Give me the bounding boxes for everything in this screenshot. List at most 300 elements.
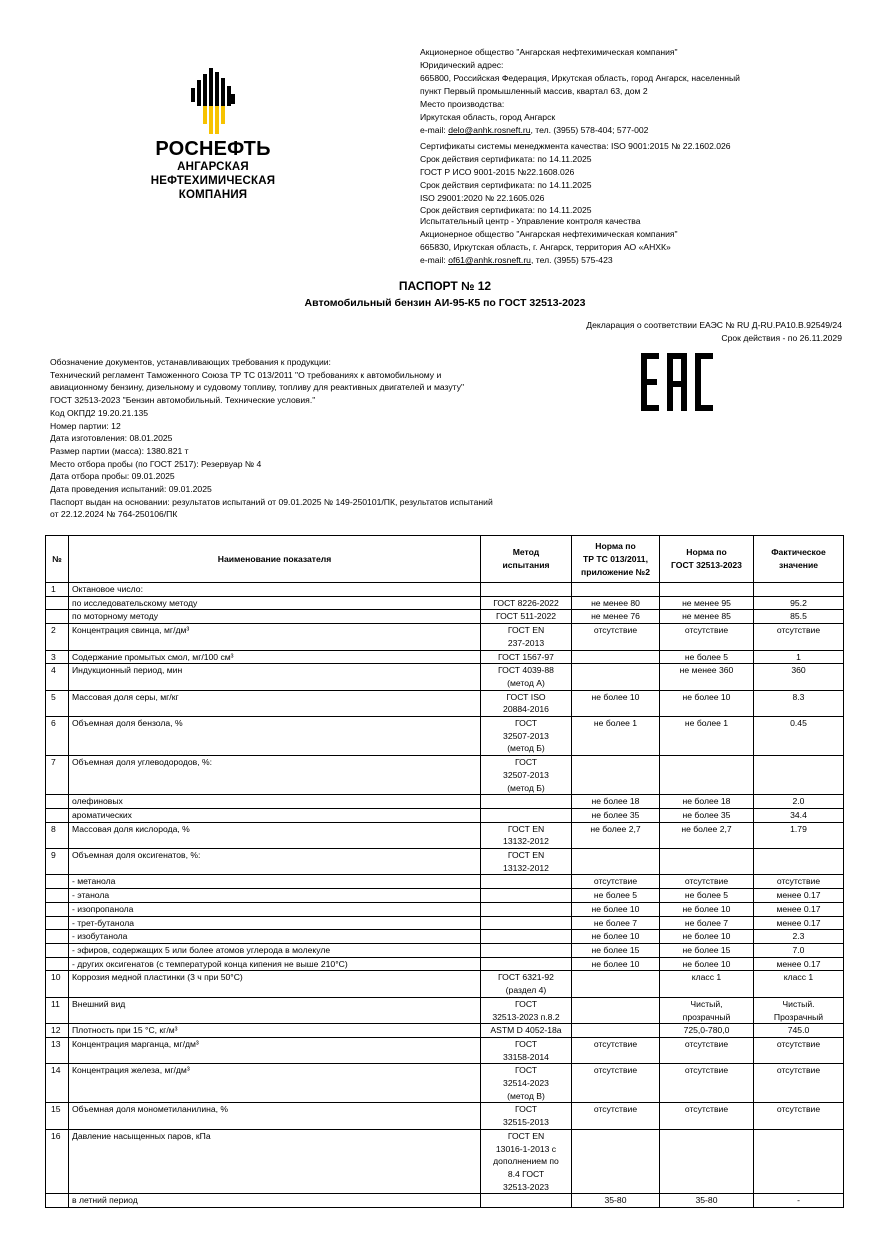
header-name: Наименование показателя bbox=[69, 536, 481, 583]
cell-actual: 95.2 bbox=[754, 596, 844, 610]
table-row bbox=[46, 997, 844, 1023]
certificate: ISO 29001:2020 № 22.1605.026 bbox=[420, 193, 545, 203]
meta-line: Обозначение документов, устанавливающих требования к продукции: bbox=[50, 357, 331, 367]
cell-method bbox=[481, 650, 572, 664]
cell-name: Объемная доля оксигенатов, %: bbox=[69, 849, 481, 875]
cell-method bbox=[481, 849, 572, 875]
cell-method-line: 13132-2012 bbox=[503, 836, 549, 847]
header-line: приложение №2 bbox=[581, 566, 650, 577]
cell-actual bbox=[754, 1129, 844, 1194]
company-info bbox=[420, 46, 860, 267]
declaration bbox=[586, 319, 842, 345]
cell-norm-tr: не более 10 bbox=[572, 902, 660, 916]
cell-norm-gost bbox=[660, 756, 754, 795]
table-row bbox=[46, 596, 844, 610]
cell-method-line: 32513-2023 п.8.2 bbox=[492, 1011, 560, 1022]
cell-name: Содержание промытых смол, мг/100 см³ bbox=[69, 650, 481, 664]
table-row bbox=[46, 943, 844, 957]
cell-actual: отсутствие bbox=[754, 1064, 844, 1103]
cell-actual: отсутствие bbox=[754, 624, 844, 650]
cell-norm-tr bbox=[572, 650, 660, 664]
cell-method bbox=[481, 930, 572, 944]
declaration-number: Декларация о соответствии ЕАЭС № RU Д-RU.PA10.B.92549/24 bbox=[586, 320, 842, 330]
lab-address: 665830, Иркутская область, г. Ангарск, территория АО «АНХК» bbox=[420, 242, 671, 252]
cell-method bbox=[481, 916, 572, 930]
cell-method bbox=[481, 624, 572, 650]
cell-actual: 745.0 bbox=[754, 1024, 844, 1038]
cell-actual: менее 0.17 bbox=[754, 957, 844, 971]
cell-no: 8 bbox=[46, 822, 69, 848]
cell-actual: 2.3 bbox=[754, 930, 844, 944]
production-label: Место производства: bbox=[420, 99, 505, 109]
cell-no bbox=[46, 943, 69, 957]
cell-no bbox=[46, 902, 69, 916]
cell-name: - этанола bbox=[69, 889, 481, 903]
cell-norm-gost: отсутствие bbox=[660, 624, 754, 650]
cell-norm-tr: отсутствие bbox=[572, 624, 660, 650]
cell-norm-tr bbox=[572, 1129, 660, 1194]
cell-no bbox=[46, 889, 69, 903]
table-row bbox=[46, 889, 844, 903]
indicators-table bbox=[45, 535, 844, 1208]
cell-norm-gost: не более 10 bbox=[660, 930, 754, 944]
cell-method bbox=[481, 583, 572, 597]
cell-actual: - bbox=[754, 1194, 844, 1208]
cell-actual bbox=[754, 756, 844, 795]
legal-address: пункт Первый промышленный массив, квартал 63, дом 2 bbox=[420, 86, 648, 96]
lab-company: Акционерное общество "Ангарская нефтехимическая компания" bbox=[420, 229, 678, 239]
cell-name: Внешний вид bbox=[69, 997, 481, 1023]
cell-method bbox=[481, 1194, 572, 1208]
cell-method bbox=[481, 690, 572, 716]
cell-norm-gost-line: Чистый, bbox=[690, 998, 723, 1009]
cell-norm-tr: не более 10 bbox=[572, 957, 660, 971]
table-row bbox=[46, 916, 844, 930]
brand-name: РОСНЕФТЬ bbox=[155, 138, 271, 160]
cell-name: Концентрация железа, мг/дм³ bbox=[69, 1064, 481, 1103]
cell-norm-tr: не более 35 bbox=[572, 808, 660, 822]
table-row bbox=[46, 717, 844, 756]
cell-method bbox=[481, 822, 572, 848]
cell-no: 11 bbox=[46, 997, 69, 1023]
cell-name: - эфиров, содержащих 5 или более атомов углерода в молекуле bbox=[69, 943, 481, 957]
lab-email-link[interactable]: of61@anhk.rosneft.ru bbox=[448, 255, 531, 265]
cell-method bbox=[481, 957, 572, 971]
cell-method-line: 33158-2014 bbox=[503, 1051, 549, 1062]
cell-norm-gost: не более 1 bbox=[660, 717, 754, 756]
cell-norm-tr: не более 7 bbox=[572, 916, 660, 930]
cell-method bbox=[481, 610, 572, 624]
cell-method-line: (метод В) bbox=[507, 1090, 545, 1101]
table-row bbox=[46, 664, 844, 690]
cell-method-line: ГОСТ bbox=[514, 1065, 538, 1076]
meta-line: Дата изготовления: 08.01.2025 bbox=[50, 433, 173, 444]
cell-method-line: 13016-1-2013 с bbox=[495, 1143, 557, 1154]
cell-method-line: (метод Б) bbox=[507, 782, 545, 793]
cell-norm-tr bbox=[572, 1024, 660, 1038]
cell-no bbox=[46, 596, 69, 610]
cell-norm-tr: не более 18 bbox=[572, 795, 660, 809]
cell-norm-tr: отсутствие bbox=[572, 1103, 660, 1129]
meta-line: авиационному бензину, дизельному и судовому топливу, топливу для реактивных двигателей и мазуту" bbox=[50, 382, 465, 393]
cell-method-line: ГОСТ bbox=[514, 1104, 538, 1115]
certificate-validity: Срок действия сертификата: по 14.11.2025 bbox=[420, 180, 592, 190]
meta-line: от 22.12.2024 № 764-250106/ПК bbox=[50, 509, 178, 520]
cell-actual: 8.3 bbox=[754, 690, 844, 716]
table-row bbox=[46, 808, 844, 822]
cell-norm-tr bbox=[572, 583, 660, 597]
cell-method-line: ГОСТ 511-2022 bbox=[495, 611, 557, 622]
cell-method-line: ГОСТ 1567-97 bbox=[498, 651, 554, 662]
cell-name: Массовая доля кислорода, % bbox=[69, 822, 481, 848]
cell-norm-gost: не более 5 bbox=[660, 650, 754, 664]
cell-actual: менее 0.17 bbox=[754, 916, 844, 930]
lab-contact bbox=[420, 254, 860, 267]
cell-name: Октановое число: bbox=[69, 583, 481, 597]
cell-method bbox=[481, 808, 572, 822]
cell-name: Давление насыщенных паров, кПа bbox=[69, 1129, 481, 1194]
cell-actual-line: Чистый. bbox=[782, 998, 815, 1009]
cell-actual: 0.45 bbox=[754, 717, 844, 756]
table-row bbox=[46, 875, 844, 889]
cell-no: 13 bbox=[46, 1037, 69, 1063]
cell-method bbox=[481, 1064, 572, 1103]
cell-actual bbox=[754, 583, 844, 597]
meta-line: Дата проведения испытаний: 09.01.2025 bbox=[50, 484, 212, 495]
table-row bbox=[46, 1064, 844, 1103]
cell-norm-tr: не более 10 bbox=[572, 690, 660, 716]
cell-method-line: ГОСТ 4039-88 bbox=[498, 665, 554, 676]
cell-actual: 360 bbox=[754, 664, 844, 690]
cell-name: Коррозия медной пластинки (3 ч при 50°С) bbox=[69, 971, 481, 997]
cell-norm-tr bbox=[572, 849, 660, 875]
header-method bbox=[481, 536, 572, 583]
cell-method-line: ГОСТ EN bbox=[507, 1130, 545, 1141]
rosneft-emblem-icon bbox=[190, 68, 236, 134]
meta-line: ГОСТ 32513-2023 "Бензин автомобильный. Технические условия." bbox=[50, 395, 316, 406]
cell-norm-gost: отсутствие bbox=[660, 1064, 754, 1103]
meta-line: Дата отбора пробы: 09.01.2025 bbox=[50, 471, 175, 482]
cell-no: 1 bbox=[46, 583, 69, 597]
brand-sub-line: АНГАРСКАЯ bbox=[177, 161, 249, 173]
cell-method-line: 32514-2023 bbox=[503, 1078, 549, 1089]
table-row bbox=[46, 930, 844, 944]
cell-method-line: (метод А) bbox=[507, 677, 545, 688]
email-prefix: e-mail: bbox=[420, 125, 449, 135]
cell-method-line: 20884-2016 bbox=[503, 704, 549, 715]
cell-no bbox=[46, 1194, 69, 1208]
table-row bbox=[46, 650, 844, 664]
cell-method-line: 32513-2023 bbox=[503, 1181, 549, 1192]
cell-name: по моторному методу bbox=[69, 610, 481, 624]
cell-norm-tr bbox=[572, 664, 660, 690]
cell-no bbox=[46, 916, 69, 930]
cell-name: Концентрация марганца, мг/дм³ bbox=[69, 1037, 481, 1063]
cell-norm-tr: не более 2,7 bbox=[572, 822, 660, 848]
table-row bbox=[46, 1103, 844, 1129]
cell-norm-tr: 35-80 bbox=[572, 1194, 660, 1208]
certificate: ГОСТ Р ИСО 9001-2015 №22.1608.026 bbox=[420, 167, 575, 177]
company-logo bbox=[138, 68, 288, 202]
cell-method-line: 237-2013 bbox=[507, 637, 545, 648]
legal-address-label: Юридический адрес: bbox=[420, 60, 504, 70]
eac-mark-icon bbox=[640, 352, 714, 417]
header-line: испытания bbox=[502, 560, 550, 570]
cell-method bbox=[481, 756, 572, 795]
cell-actual: отсутствие bbox=[754, 1037, 844, 1063]
cell-name: - трет-бутанола bbox=[69, 916, 481, 930]
product-meta bbox=[50, 356, 610, 521]
email-prefix: e-mail: bbox=[420, 255, 449, 265]
table-row bbox=[46, 795, 844, 809]
cell-norm-tr: не более 15 bbox=[572, 943, 660, 957]
cell-method bbox=[481, 1037, 572, 1063]
cell-norm-tr: не более 1 bbox=[572, 717, 660, 756]
cell-norm-gost bbox=[660, 849, 754, 875]
header-no: № bbox=[46, 536, 69, 583]
table-body bbox=[46, 583, 844, 1208]
cell-method-line: ГОСТ 8226-2022 bbox=[493, 597, 559, 608]
cell-no: 16 bbox=[46, 1129, 69, 1194]
cell-name: Массовая доля серы, мг/кг bbox=[69, 690, 481, 716]
cell-actual: менее 0.17 bbox=[754, 889, 844, 903]
table-row bbox=[46, 583, 844, 597]
lab-phone: , тел. (3955) 575-423 bbox=[530, 255, 613, 265]
brand-sub-line: КОМПАНИЯ bbox=[178, 189, 248, 201]
table-row bbox=[46, 1037, 844, 1063]
cell-norm-gost: отсутствие bbox=[660, 1103, 754, 1129]
cell-method bbox=[481, 664, 572, 690]
table-row bbox=[46, 1194, 844, 1208]
cell-no: 4 bbox=[46, 664, 69, 690]
header-norm-gost bbox=[660, 536, 754, 583]
cell-name: Индукционный период, мин bbox=[69, 664, 481, 690]
contact-line bbox=[420, 124, 860, 137]
company-name: Акционерное общество "Ангарская нефтехимическая компания" bbox=[420, 47, 678, 57]
table-row bbox=[46, 690, 844, 716]
cell-actual: 7.0 bbox=[754, 943, 844, 957]
cell-method-line: ГОСТ ISO bbox=[506, 691, 546, 702]
cell-norm-gost: 725,0-780,0 bbox=[660, 1024, 754, 1038]
cell-norm-tr: отсутствие bbox=[572, 875, 660, 889]
certificate-validity: Срок действия сертификата: по 14.11.2025 bbox=[420, 154, 592, 164]
cell-name: Плотность при 15 °С, кг/м³ bbox=[69, 1024, 481, 1038]
cell-method-line: ГОСТ bbox=[514, 718, 538, 729]
cell-method-line: ASTM D 4052-18a bbox=[490, 1025, 562, 1036]
cell-no bbox=[46, 930, 69, 944]
cell-name: по исследовательскому методу bbox=[69, 596, 481, 610]
cell-norm-tr: отсутствие bbox=[572, 1064, 660, 1103]
passport-title: ПАСПОРТ № 12 bbox=[398, 279, 492, 293]
table-row bbox=[46, 971, 844, 997]
cell-norm-gost: не более 2,7 bbox=[660, 822, 754, 848]
cell-actual: 34.4 bbox=[754, 808, 844, 822]
cell-no: 6 bbox=[46, 717, 69, 756]
table-row bbox=[46, 624, 844, 650]
cell-actual: 1.79 bbox=[754, 822, 844, 848]
cell-norm-gost: не менее 85 bbox=[660, 610, 754, 624]
cell-method-line: 32507-2013 bbox=[503, 730, 549, 741]
table-header-row bbox=[46, 536, 844, 583]
table-row bbox=[46, 1024, 844, 1038]
cell-norm-gost bbox=[660, 997, 754, 1023]
meta-line: Технический регламент Таможенного Союза ТР ТС 013/2011 "О требованиях к автомобильному и bbox=[50, 369, 442, 380]
phone: , тел. (3955) 578-404; 577-002 bbox=[530, 125, 649, 135]
cell-method bbox=[481, 875, 572, 889]
cell-method bbox=[481, 889, 572, 903]
meta-line: Номер партии: 12 bbox=[50, 420, 121, 431]
cell-method bbox=[481, 717, 572, 756]
meta-line: Место отбора пробы (по ГОСТ 2517): Резервуар № 4 bbox=[50, 458, 262, 469]
cell-norm-gost: не более 10 bbox=[660, 690, 754, 716]
table-row bbox=[46, 1129, 844, 1194]
cell-norm-gost: не менее 95 bbox=[660, 596, 754, 610]
legal-address: 665800, Российская Федерация, Иркутская область, город Ангарск, населенный bbox=[420, 73, 740, 83]
cell-no: 15 bbox=[46, 1103, 69, 1129]
header-line: Норма по bbox=[595, 540, 636, 551]
cell-method-line: 32515-2013 bbox=[503, 1117, 549, 1128]
cell-norm-gost: не более 35 bbox=[660, 808, 754, 822]
cell-no bbox=[46, 875, 69, 889]
meta-line: Код ОКПД2 19.20.21.135 bbox=[50, 407, 149, 418]
cell-method bbox=[481, 943, 572, 957]
cell-no bbox=[46, 610, 69, 624]
cell-norm-tr bbox=[572, 997, 660, 1023]
cell-norm-tr: не менее 76 bbox=[572, 610, 660, 624]
header-line: Фактическое bbox=[771, 547, 826, 557]
table-row bbox=[46, 849, 844, 875]
cell-actual: отсутствие bbox=[754, 1103, 844, 1129]
cell-actual: 1 bbox=[754, 650, 844, 664]
header-line: Норма по bbox=[686, 547, 727, 557]
cell-norm-gost: 35-80 bbox=[660, 1194, 754, 1208]
cell-actual: 85.5 bbox=[754, 610, 844, 624]
cell-no: 9 bbox=[46, 849, 69, 875]
cell-norm-gost: не более 18 bbox=[660, 795, 754, 809]
meta-line: Паспорт выдан на основании: результатов испытаний от 09.01.2025 № 149-250101/ПК, результатов испытаний bbox=[50, 496, 493, 507]
cell-no: 5 bbox=[46, 690, 69, 716]
cell-method bbox=[481, 1103, 572, 1129]
production-place: Иркутская область, город Ангарск bbox=[420, 112, 556, 122]
cell-norm-tr: не более 10 bbox=[572, 930, 660, 944]
cell-no: 2 bbox=[46, 624, 69, 650]
table-row bbox=[46, 756, 844, 795]
cell-no: 10 bbox=[46, 971, 69, 997]
cell-method bbox=[481, 1129, 572, 1194]
table-row bbox=[46, 957, 844, 971]
email-link[interactable]: delo@anhk.rosneft.ru bbox=[448, 125, 531, 135]
cell-method-line: ГОСТ EN bbox=[507, 625, 545, 636]
meta-line: Размер партии (масса): 1380.821 т bbox=[50, 445, 189, 456]
cell-name: Концентрация свинца, мг/дм³ bbox=[69, 624, 481, 650]
cell-norm-gost: отсутствие bbox=[660, 1037, 754, 1063]
header-line: ГОСТ 32513-2023 bbox=[671, 560, 742, 570]
cell-norm-tr bbox=[572, 756, 660, 795]
cell-method bbox=[481, 795, 572, 809]
cell-actual: отсутствие bbox=[754, 875, 844, 889]
cell-actual: менее 0.17 bbox=[754, 902, 844, 916]
cell-norm-gost: не более 5 bbox=[660, 889, 754, 903]
cell-no: 3 bbox=[46, 650, 69, 664]
header-line: Метод bbox=[512, 547, 540, 557]
cell-actual: 2.0 bbox=[754, 795, 844, 809]
passport-subtitle: Автомобильный бензин АИ-95-К5 по ГОСТ 32513-2023 bbox=[304, 297, 586, 309]
cell-no: 7 bbox=[46, 756, 69, 795]
header-line: ТР ТС 013/2011, bbox=[583, 553, 648, 564]
cell-method bbox=[481, 997, 572, 1023]
cell-actual: класс 1 bbox=[754, 971, 844, 997]
brand-sub-line: НЕФТЕХИМИЧЕСКАЯ bbox=[150, 175, 276, 187]
table-row bbox=[46, 902, 844, 916]
cell-norm-tr bbox=[572, 971, 660, 997]
cell-norm-gost-line: прозрачный bbox=[682, 1011, 731, 1022]
cell-name: Объемная доля углеводородов, %: bbox=[69, 756, 481, 795]
cell-no bbox=[46, 808, 69, 822]
header-actual bbox=[754, 536, 844, 583]
lab-label: Испытательный центр - Управление контроля качества bbox=[420, 216, 641, 226]
cell-name: Объемная доля монометиланилина, % bbox=[69, 1103, 481, 1129]
cell-name: Объемная доля бензола, % bbox=[69, 717, 481, 756]
header-norm-tr bbox=[572, 536, 660, 583]
cell-norm-gost: не менее 360 bbox=[660, 664, 754, 690]
cell-no: 14 bbox=[46, 1064, 69, 1103]
cell-name: - изобутанола bbox=[69, 930, 481, 944]
cell-actual-line: Прозрачный bbox=[773, 1011, 824, 1022]
table-row bbox=[46, 610, 844, 624]
cell-norm-gost: не более 7 bbox=[660, 916, 754, 930]
cell-name: - изопропанола bbox=[69, 902, 481, 916]
cell-method-line: ГОСТ bbox=[514, 998, 538, 1009]
cell-actual bbox=[754, 849, 844, 875]
cell-no bbox=[46, 795, 69, 809]
cell-norm-gost: не более 10 bbox=[660, 957, 754, 971]
cell-method-line: 13132-2012 bbox=[503, 862, 549, 873]
cell-norm-gost: класс 1 bbox=[660, 971, 754, 997]
cell-method-line: (метод Б) bbox=[507, 743, 545, 754]
table-row bbox=[46, 822, 844, 848]
cell-method-line: (раздел 4) bbox=[505, 985, 547, 996]
certificate-validity: Срок действия сертификата: по 14.11.2025 bbox=[420, 205, 592, 215]
cell-method-line: 32507-2013 bbox=[503, 769, 549, 780]
cell-norm-gost bbox=[660, 1129, 754, 1194]
cell-method bbox=[481, 1024, 572, 1038]
cell-norm-tr: не менее 80 bbox=[572, 596, 660, 610]
cell-norm-gost: отсутствие bbox=[660, 875, 754, 889]
cell-method bbox=[481, 596, 572, 610]
cell-norm-gost bbox=[660, 583, 754, 597]
cell-name: олефиновых bbox=[69, 795, 481, 809]
eac-mark-svg bbox=[640, 352, 714, 412]
cell-name: - других оксигенатов (с температурой конца кипения не выше 210°С) bbox=[69, 957, 481, 971]
declaration-validity: Срок действия - по 26.11.2029 bbox=[721, 333, 842, 343]
cell-actual bbox=[754, 997, 844, 1023]
cell-method bbox=[481, 971, 572, 997]
cell-method-line: дополнением по bbox=[493, 1156, 559, 1167]
cell-method-line: ГОСТ EN bbox=[507, 823, 545, 834]
cell-method bbox=[481, 902, 572, 916]
cell-name: ароматических bbox=[69, 808, 481, 822]
cell-method-line: 8.4 ГОСТ bbox=[507, 1168, 545, 1179]
cell-method-line: ГОСТ 6321-92 bbox=[498, 972, 554, 983]
cell-no: 12 bbox=[46, 1024, 69, 1038]
header-line: значение bbox=[778, 560, 819, 570]
cell-no bbox=[46, 957, 69, 971]
cell-method-line: ГОСТ bbox=[514, 1038, 538, 1049]
cell-norm-gost: не более 15 bbox=[660, 943, 754, 957]
cell-norm-tr: отсутствие bbox=[572, 1037, 660, 1063]
cell-method-line: ГОСТ bbox=[514, 757, 538, 768]
cell-method-line: ГОСТ EN bbox=[507, 850, 545, 861]
